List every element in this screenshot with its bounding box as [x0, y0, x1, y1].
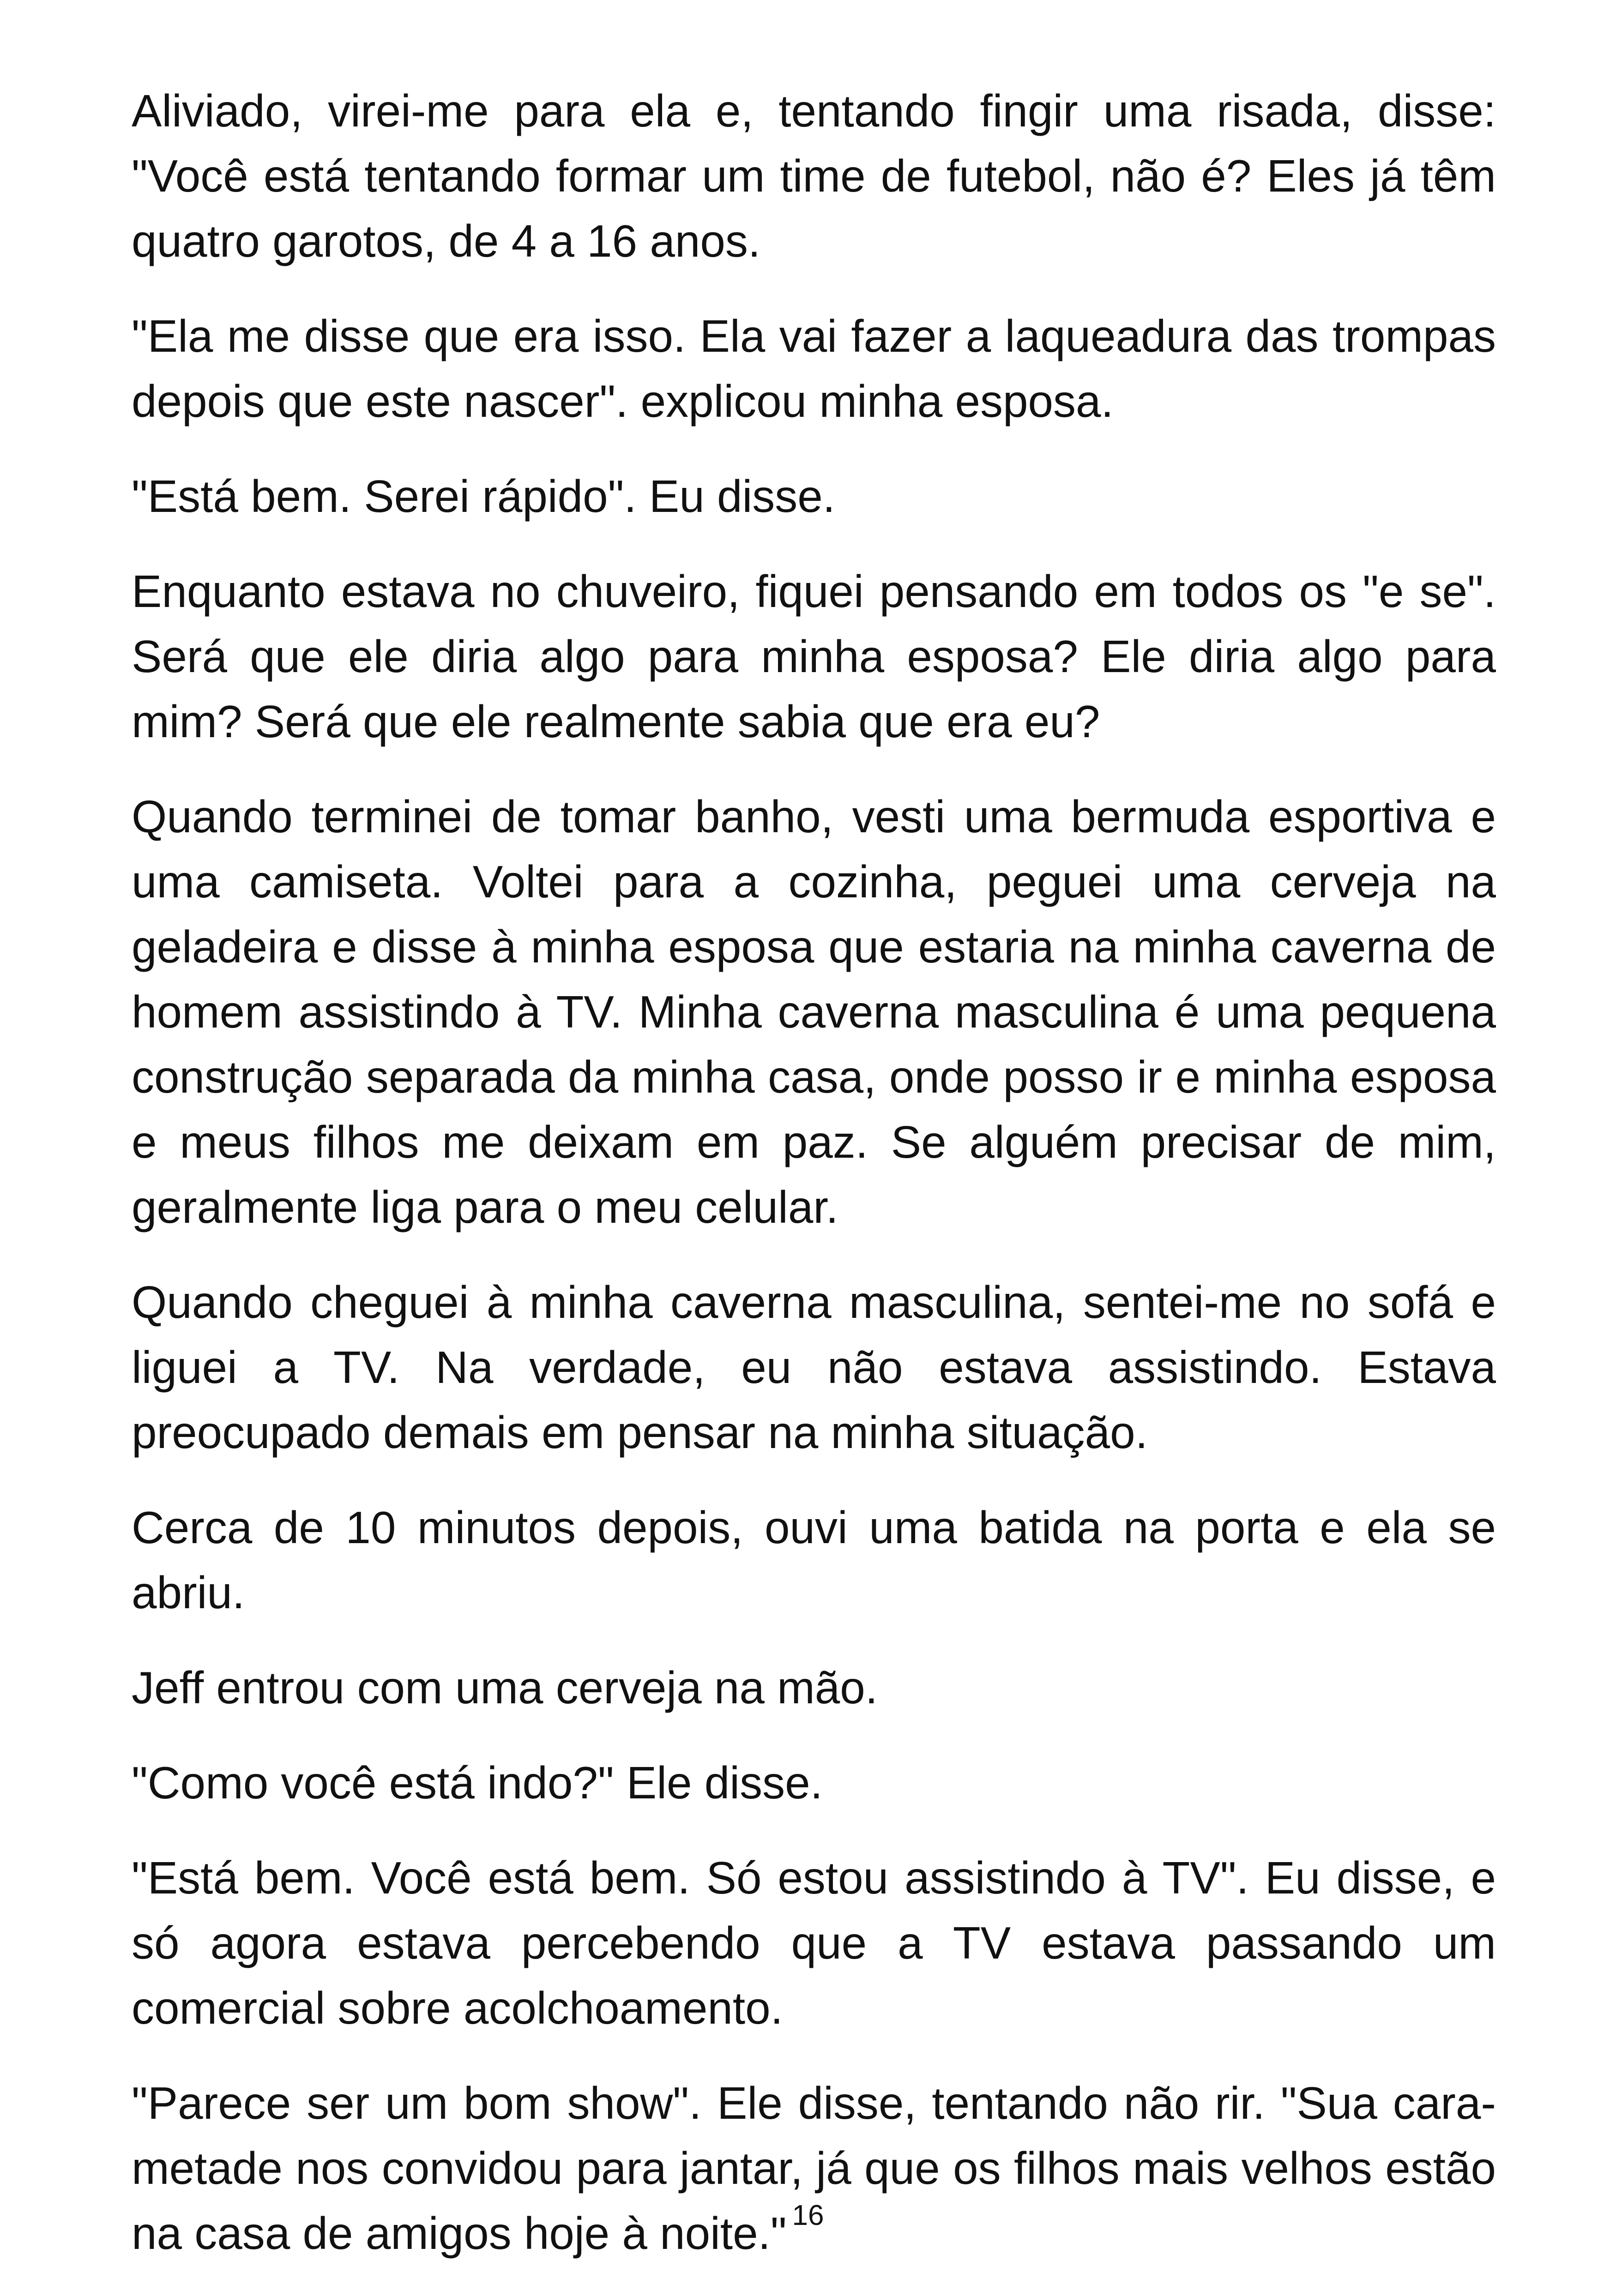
paragraph-6: Quando cheguei à minha caverna masculina, sentei-me no sofá e liguei a TV. Na verdade, eu não estava assistindo. Estava preocupado demais em pensar na minha situação.: [132, 1277, 1496, 1458]
paragraph-5: Quando terminei de tomar banho, vesti uma bermuda esportiva e uma camiseta. Voltei para a cozinha, peguei uma cerveja na geladeira e disse à minha esposa que estaria na minha caverna de homem assistindo à TV. Minha caverna masculina é uma pequena construção separada da minha casa, onde posso ir e minha esposa e meus filhos me deixam em paz. Se alguém precisar de mim, geralmente liga para o meu celular.: [132, 791, 1496, 1232]
paragraph-8: Jeff entrou com uma cerveja na mão.: [132, 1662, 878, 1713]
page-body: [132, 78, 1496, 2296]
paragraph-1: Aliviado, virei-me para ela e, tentando fingir uma risada, disse: "Você está tentando formar um time de futebol, não é? Eles já têm quatro garotos, de 4 a 16 anos.: [132, 85, 1496, 266]
paragraph-11: "Parece ser um bom show". Ele disse, tentando não rir. "Sua cara-metade nos convidou para jantar, já que os filhos mais velhos estão na casa de amigos hoje à noite.": [132, 2078, 1496, 2259]
paragraph-2: "Ela me disse que era isso. Ela vai fazer a laqueadura das trompas depois que este nascer". explicou minha esposa.: [132, 311, 1496, 427]
paragraph-7: Cerca de 10 minutos depois, ouvi uma batida na porta e ela se abriu.: [132, 1502, 1496, 1618]
paragraph-10: "Está bem. Você está bem. Só estou assistindo à TV". Eu disse, e só agora estava percebendo que a TV estava passando um comercial sobre acolchoamento.: [132, 1852, 1496, 2033]
paragraph-4: Enquanto estava no chuveiro, fiquei pensando em todos os "e se". Será que ele diria algo para minha esposa? Ele diria algo para mim? Será que ele realmente sabia que era eu?: [132, 566, 1496, 747]
paragraph-3: "Está bem. Serei rápido". Eu disse.: [132, 471, 835, 522]
paragraph-9: "Como você está indo?" Ele disse.: [132, 1757, 823, 1808]
page-number: 16: [792, 2200, 824, 2231]
